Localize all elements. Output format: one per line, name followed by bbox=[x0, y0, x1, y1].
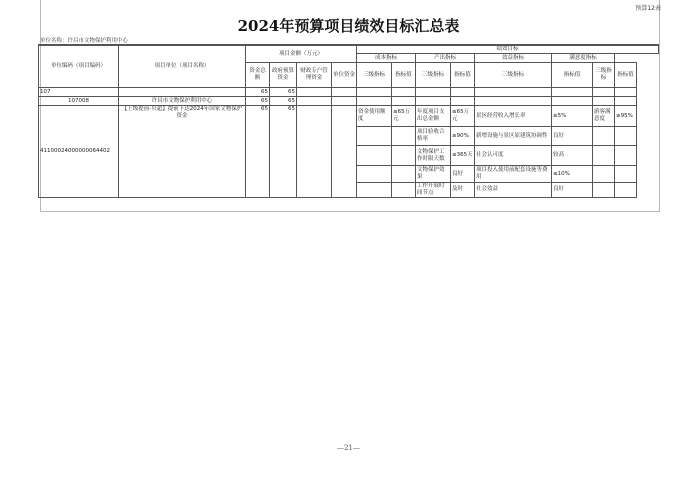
header-amount-gov: 政府预算资金 bbox=[270, 63, 297, 88]
output-value: 良好 bbox=[451, 166, 475, 183]
dept-code: 107 bbox=[39, 88, 119, 97]
header-benefit: 效益指标 bbox=[475, 54, 552, 63]
project-name: 【上级提前-贝超】提前下达2024年国家文物保护资金 bbox=[119, 106, 246, 198]
page-number: —21— bbox=[337, 444, 360, 452]
project-gov: 65 bbox=[270, 106, 297, 198]
cost-value: ≤65万元 bbox=[392, 106, 416, 127]
dept-total: 65 bbox=[246, 88, 270, 97]
header-unit-code: 单位编码（项目编码） bbox=[39, 46, 119, 88]
project-code: 41100024000000064402 bbox=[39, 106, 119, 198]
output-value: ≤365天 bbox=[451, 146, 475, 166]
header-output-value: 指标值 bbox=[451, 63, 475, 88]
header-unit-name: 项目单位（项目名称） bbox=[119, 46, 246, 88]
benefit-value: ≥5% bbox=[552, 106, 593, 127]
unit-name-label: 单位名称：许昌市文物保护利用中心 bbox=[40, 38, 129, 44]
performance-table bbox=[38, 44, 659, 198]
header-output: 产出指标 bbox=[416, 54, 475, 63]
benefit-indicator: 社会认可度 bbox=[475, 146, 552, 166]
cost-indicator: 资金使用额度 bbox=[357, 106, 392, 127]
dept-name bbox=[119, 88, 246, 97]
dept-gov: 65 bbox=[270, 88, 297, 97]
header-amount-total: 资金总额 bbox=[246, 63, 270, 88]
output-indicator: 工作开展时间节点 bbox=[416, 183, 451, 198]
header-output-indicator: 三级指标 bbox=[416, 63, 451, 88]
benefit-value: 较高 bbox=[552, 146, 593, 166]
output-indicator: 文物保护工作时限天数 bbox=[416, 146, 451, 166]
benefit-indicator: 社会效益 bbox=[475, 183, 552, 198]
header-cost: 成本指标 bbox=[357, 54, 416, 63]
satisfaction-value: ≥95% bbox=[615, 106, 637, 127]
page-title: 2024年预算项目绩效目标汇总表 bbox=[237, 17, 460, 35]
output-indicator: 项目验收合格率 bbox=[416, 127, 451, 146]
output-value: ≥90% bbox=[451, 127, 475, 146]
project-total: 65 bbox=[246, 106, 270, 198]
header-amount: 项目金额（万元） bbox=[246, 46, 357, 63]
header-satisfaction-value: 指标值 bbox=[615, 63, 637, 88]
table-row bbox=[39, 106, 659, 127]
output-value: 及时 bbox=[451, 183, 475, 198]
unit-name: 许昌市文物保护利用中心 bbox=[119, 97, 246, 106]
header-benefit-value: 指标值 bbox=[552, 63, 593, 88]
satisfaction-indicator: 游客满意度 bbox=[593, 106, 615, 127]
header-amount-other: 单位资金 bbox=[332, 63, 357, 88]
table-row bbox=[39, 88, 659, 97]
output-indicator: 文物保护效果 bbox=[416, 166, 451, 183]
benefit-value: 良好 bbox=[552, 183, 593, 198]
output-indicator: 年度项目支出总金额 bbox=[416, 106, 451, 127]
header-amount-special: 财政专户管理资金 bbox=[297, 63, 332, 88]
header-cost-indicator: 三级指标 bbox=[357, 63, 392, 88]
header-benefit-indicator: 三级指标 bbox=[475, 63, 552, 88]
form-code: 预算12表 bbox=[635, 5, 661, 12]
benefit-indicator: 项目投入使用前配套设施等费用 bbox=[475, 166, 552, 183]
benefit-value: 良好 bbox=[552, 127, 593, 146]
unit-gov: 65 bbox=[270, 97, 297, 106]
header-satisfaction: 满意度指标 bbox=[552, 54, 615, 63]
output-value: ≤65万元 bbox=[451, 106, 475, 127]
benefit-indicator: 新增设施与景区原建筑协调性 bbox=[475, 127, 552, 146]
unit-total: 65 bbox=[246, 97, 270, 106]
table-row bbox=[39, 97, 659, 106]
benefit-value: ≤10% bbox=[552, 166, 593, 183]
header-cost-value: 指标值 bbox=[392, 63, 416, 88]
header-satisfaction-indicator: 三级指标 bbox=[593, 63, 615, 88]
header-performance: 绩效目标 bbox=[357, 46, 659, 54]
page-guide-bottom bbox=[40, 211, 660, 212]
unit-code: 107008 bbox=[39, 97, 119, 106]
benefit-indicator: 景区经营收入增长率 bbox=[475, 106, 552, 127]
